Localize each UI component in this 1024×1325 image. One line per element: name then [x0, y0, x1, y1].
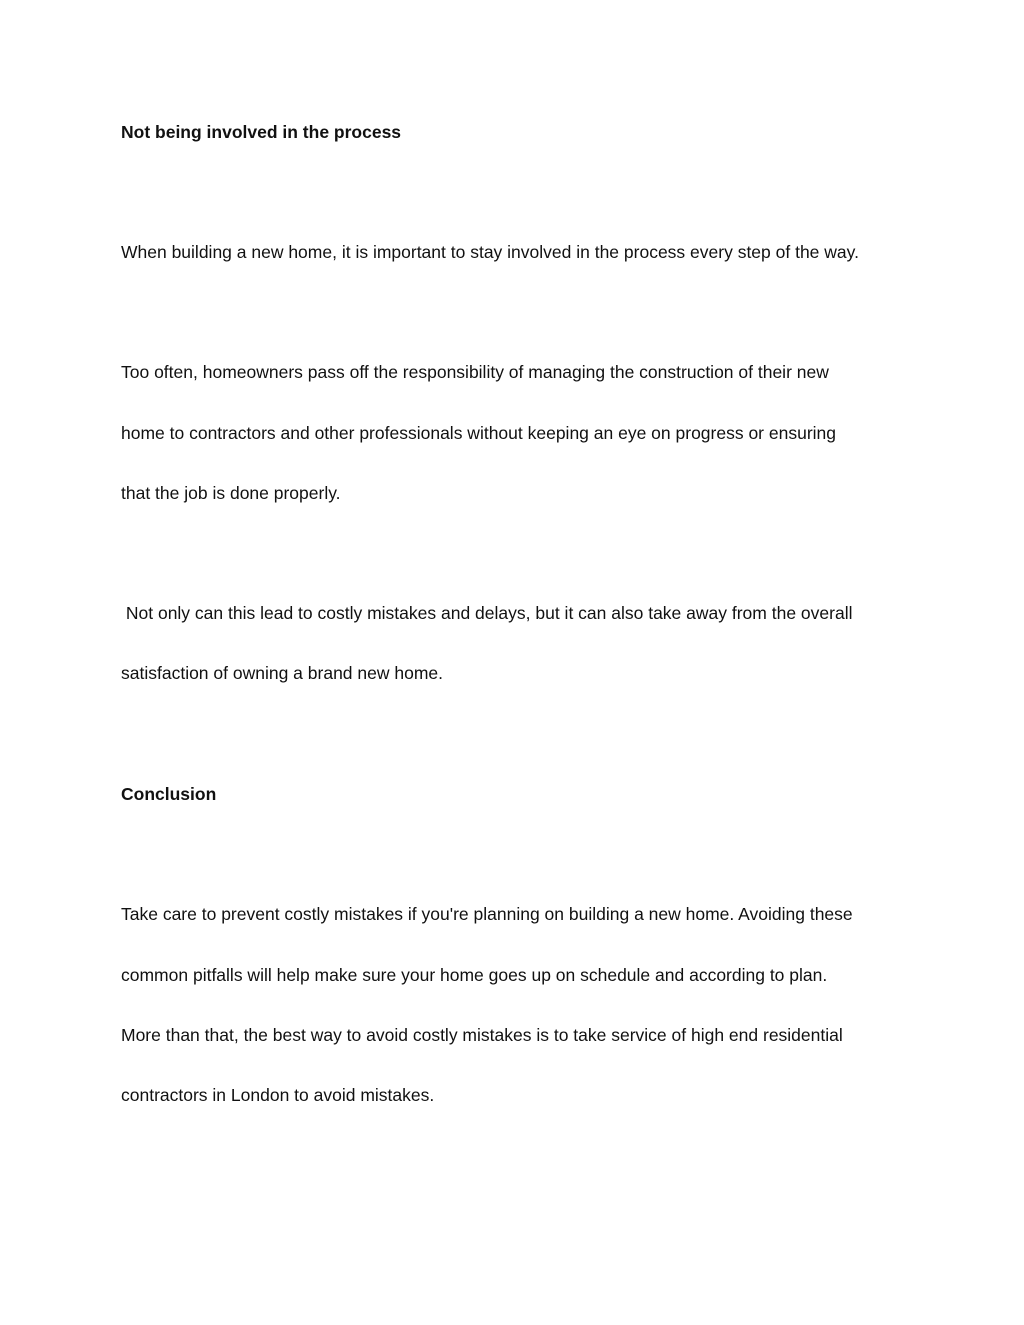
paragraph-line: that the job is done properly.: [121, 483, 341, 503]
paragraph-line: Too often, homeowners pass off the responsibility of managing the construction of their new: [121, 362, 829, 382]
paragraph-line: Not only can this lead to costly mistakes and delays, but it can also take away from the overall: [121, 603, 853, 623]
paragraph-line: More than that, the best way to avoid costly mistakes is to take service of high end residential: [121, 1025, 843, 1045]
paragraph-line: home to contractors and other professionals without keeping an eye on progress or ensuring: [121, 423, 837, 443]
section-heading-involvement: Not being involved in the process: [121, 122, 402, 142]
paragraph-line: When building a new home, it is important to stay involved in the process every step of the way.: [121, 242, 859, 262]
paragraph-line: satisfaction of owning a brand new home.: [121, 663, 443, 683]
paragraph-line: contractors in London to avoid mistakes.: [121, 1085, 435, 1105]
section-heading-conclusion: Conclusion: [121, 784, 217, 804]
paragraph-line: Take care to prevent costly mistakes if you're planning on building a new home. Avoiding these: [121, 904, 853, 924]
paragraph-line: common pitfalls will help make sure your home goes up on schedule and according to plan.: [121, 965, 828, 985]
